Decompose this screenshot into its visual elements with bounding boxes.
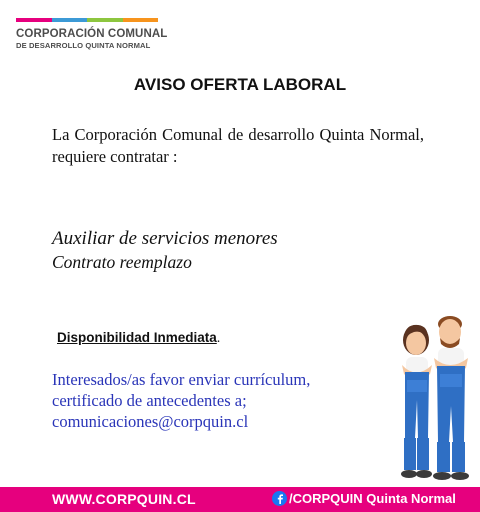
facebook-link[interactable] xyxy=(272,491,456,506)
contract-type: Contrato reemplazo xyxy=(52,252,192,272)
contact-email[interactable]: comunicaciones@corpquin.cl xyxy=(52,412,249,431)
availability-period: . xyxy=(216,331,221,346)
female-worker-figure xyxy=(401,325,432,478)
contact-line-2: certificado de antecedentes a; xyxy=(52,391,247,410)
workers-illustration xyxy=(392,310,480,488)
job-position: Auxiliar de servicios menores xyxy=(52,228,278,249)
stripe-blue xyxy=(52,18,88,22)
logo-name-line1: CORPORACIÓN COMUNAL xyxy=(16,28,168,40)
facebook-handle: /CORPQUIN Quinta Normal xyxy=(289,491,456,506)
footer-bar xyxy=(0,487,480,512)
organization-logo xyxy=(16,18,168,50)
logo-name-line2: DE DESARROLLO QUINTA NORMAL xyxy=(16,41,151,50)
website-link[interactable]: WWW.CORPQUIN.CL xyxy=(52,491,196,507)
availability-label: Disponibilidad Inmediata xyxy=(57,330,217,345)
stripe-pink xyxy=(16,18,52,22)
contact-line-1: Interesados/as favor enviar currículum, xyxy=(52,370,311,389)
stripe-orange xyxy=(123,18,159,22)
male-worker-figure xyxy=(433,316,469,480)
notice-title: AVISO OFERTA LABORAL xyxy=(133,75,347,94)
intro-paragraph: La Corporación Comunal de desarrollo Quinta Normal, requiere contratar : xyxy=(52,125,424,166)
stripe-green xyxy=(87,18,123,22)
facebook-icon xyxy=(272,491,287,506)
availability-line xyxy=(52,330,220,347)
contact-instructions xyxy=(52,369,382,432)
logo-color-stripe xyxy=(16,18,158,22)
